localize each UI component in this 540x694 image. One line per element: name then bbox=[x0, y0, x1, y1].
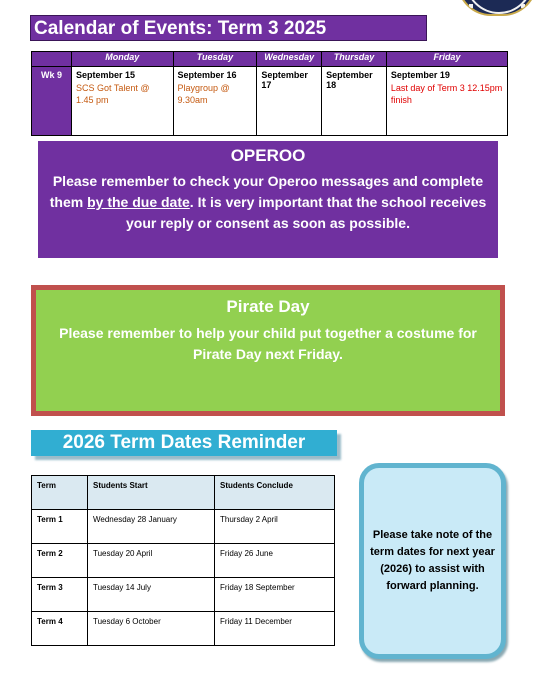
column-header-start: Students Start bbox=[88, 476, 215, 510]
term-start-date: Wednesday 28 January bbox=[88, 510, 215, 544]
table-row bbox=[32, 612, 335, 646]
pirate-day-heading: Pirate Day bbox=[226, 297, 310, 316]
day-event: SCS Got Talent @ 1.45 pm bbox=[76, 83, 150, 105]
table-row bbox=[32, 510, 335, 544]
term-dates-table bbox=[31, 475, 335, 646]
logo-letter-mark bbox=[521, 4, 525, 8]
calendar-header-row bbox=[32, 52, 508, 67]
day-header-wednesday: Wednesday bbox=[257, 52, 322, 67]
operoo-due-date-emphasis: by the due date bbox=[87, 194, 190, 210]
table-row bbox=[32, 544, 335, 578]
calendar-week-row bbox=[32, 67, 508, 136]
column-header-conclude: Students Conclude bbox=[215, 476, 335, 510]
term-end-date: Thursday 2 April bbox=[215, 510, 335, 544]
day-header-friday: Friday bbox=[386, 52, 507, 67]
term-name: Term 2 bbox=[32, 544, 88, 578]
day-event: Playgroup @ 9.30am bbox=[177, 83, 230, 105]
day-date: September 17 bbox=[261, 70, 308, 90]
operoo-text-end: . It is very important that the school receives your reply or consent as soon as possible. bbox=[126, 194, 487, 231]
calendar-title: Calendar of Events: Term 3 2025 bbox=[30, 15, 427, 41]
term-end-date: Friday 18 September bbox=[215, 578, 335, 612]
calendar-corner-cell bbox=[32, 52, 72, 67]
school-logo bbox=[457, 0, 537, 16]
term-start-date: Tuesday 20 April bbox=[88, 544, 215, 578]
week-label: Wk 9 bbox=[32, 67, 72, 136]
day-cell-monday bbox=[72, 67, 174, 136]
term-name: Term 1 bbox=[32, 510, 88, 544]
day-date: September 19 bbox=[390, 70, 450, 80]
day-header-monday: Monday bbox=[72, 52, 174, 67]
logo-letter-mark bbox=[469, 4, 473, 8]
term-dates-header-row bbox=[32, 476, 335, 510]
term-start-date: Tuesday 14 July bbox=[88, 578, 215, 612]
pirate-day-text: Please remember to help your child put together a costume for Pirate Day next Friday. bbox=[59, 325, 477, 362]
term-end-date: Friday 26 June bbox=[215, 544, 335, 578]
term-start-date: Tuesday 6 October bbox=[88, 612, 215, 646]
day-date: September 15 bbox=[76, 70, 136, 80]
day-cell-tuesday bbox=[173, 67, 257, 136]
operoo-text bbox=[38, 171, 498, 234]
planning-note-text: Please take note of the term dates for next year (2026) to assist with forward planning. bbox=[370, 529, 495, 592]
day-event: Last day of Term 3 12.15pm finish bbox=[390, 83, 503, 105]
operoo-text-start: Please remember to check your Operoo messages and complete them bbox=[49, 173, 484, 210]
operoo-notice bbox=[38, 141, 498, 258]
pirate-day-notice bbox=[31, 285, 505, 416]
day-header-tuesday: Tuesday bbox=[173, 52, 257, 67]
day-cell-wednesday bbox=[257, 67, 322, 136]
calendar-table bbox=[31, 51, 508, 136]
term-dates-title: 2026 Term Dates Reminder bbox=[31, 430, 337, 456]
day-header-thursday: Thursday bbox=[322, 52, 387, 67]
term-end-date: Friday 11 December bbox=[215, 612, 335, 646]
table-row bbox=[32, 578, 335, 612]
column-header-term: Term bbox=[32, 476, 88, 510]
day-cell-friday bbox=[386, 67, 507, 136]
operoo-heading: OPEROO bbox=[230, 146, 306, 165]
term-name: Term 3 bbox=[32, 578, 88, 612]
day-date: September 16 bbox=[177, 70, 237, 80]
term-name: Term 4 bbox=[32, 612, 88, 646]
day-cell-thursday bbox=[322, 67, 387, 136]
planning-note bbox=[359, 463, 506, 659]
day-date: September 18 bbox=[326, 70, 373, 90]
